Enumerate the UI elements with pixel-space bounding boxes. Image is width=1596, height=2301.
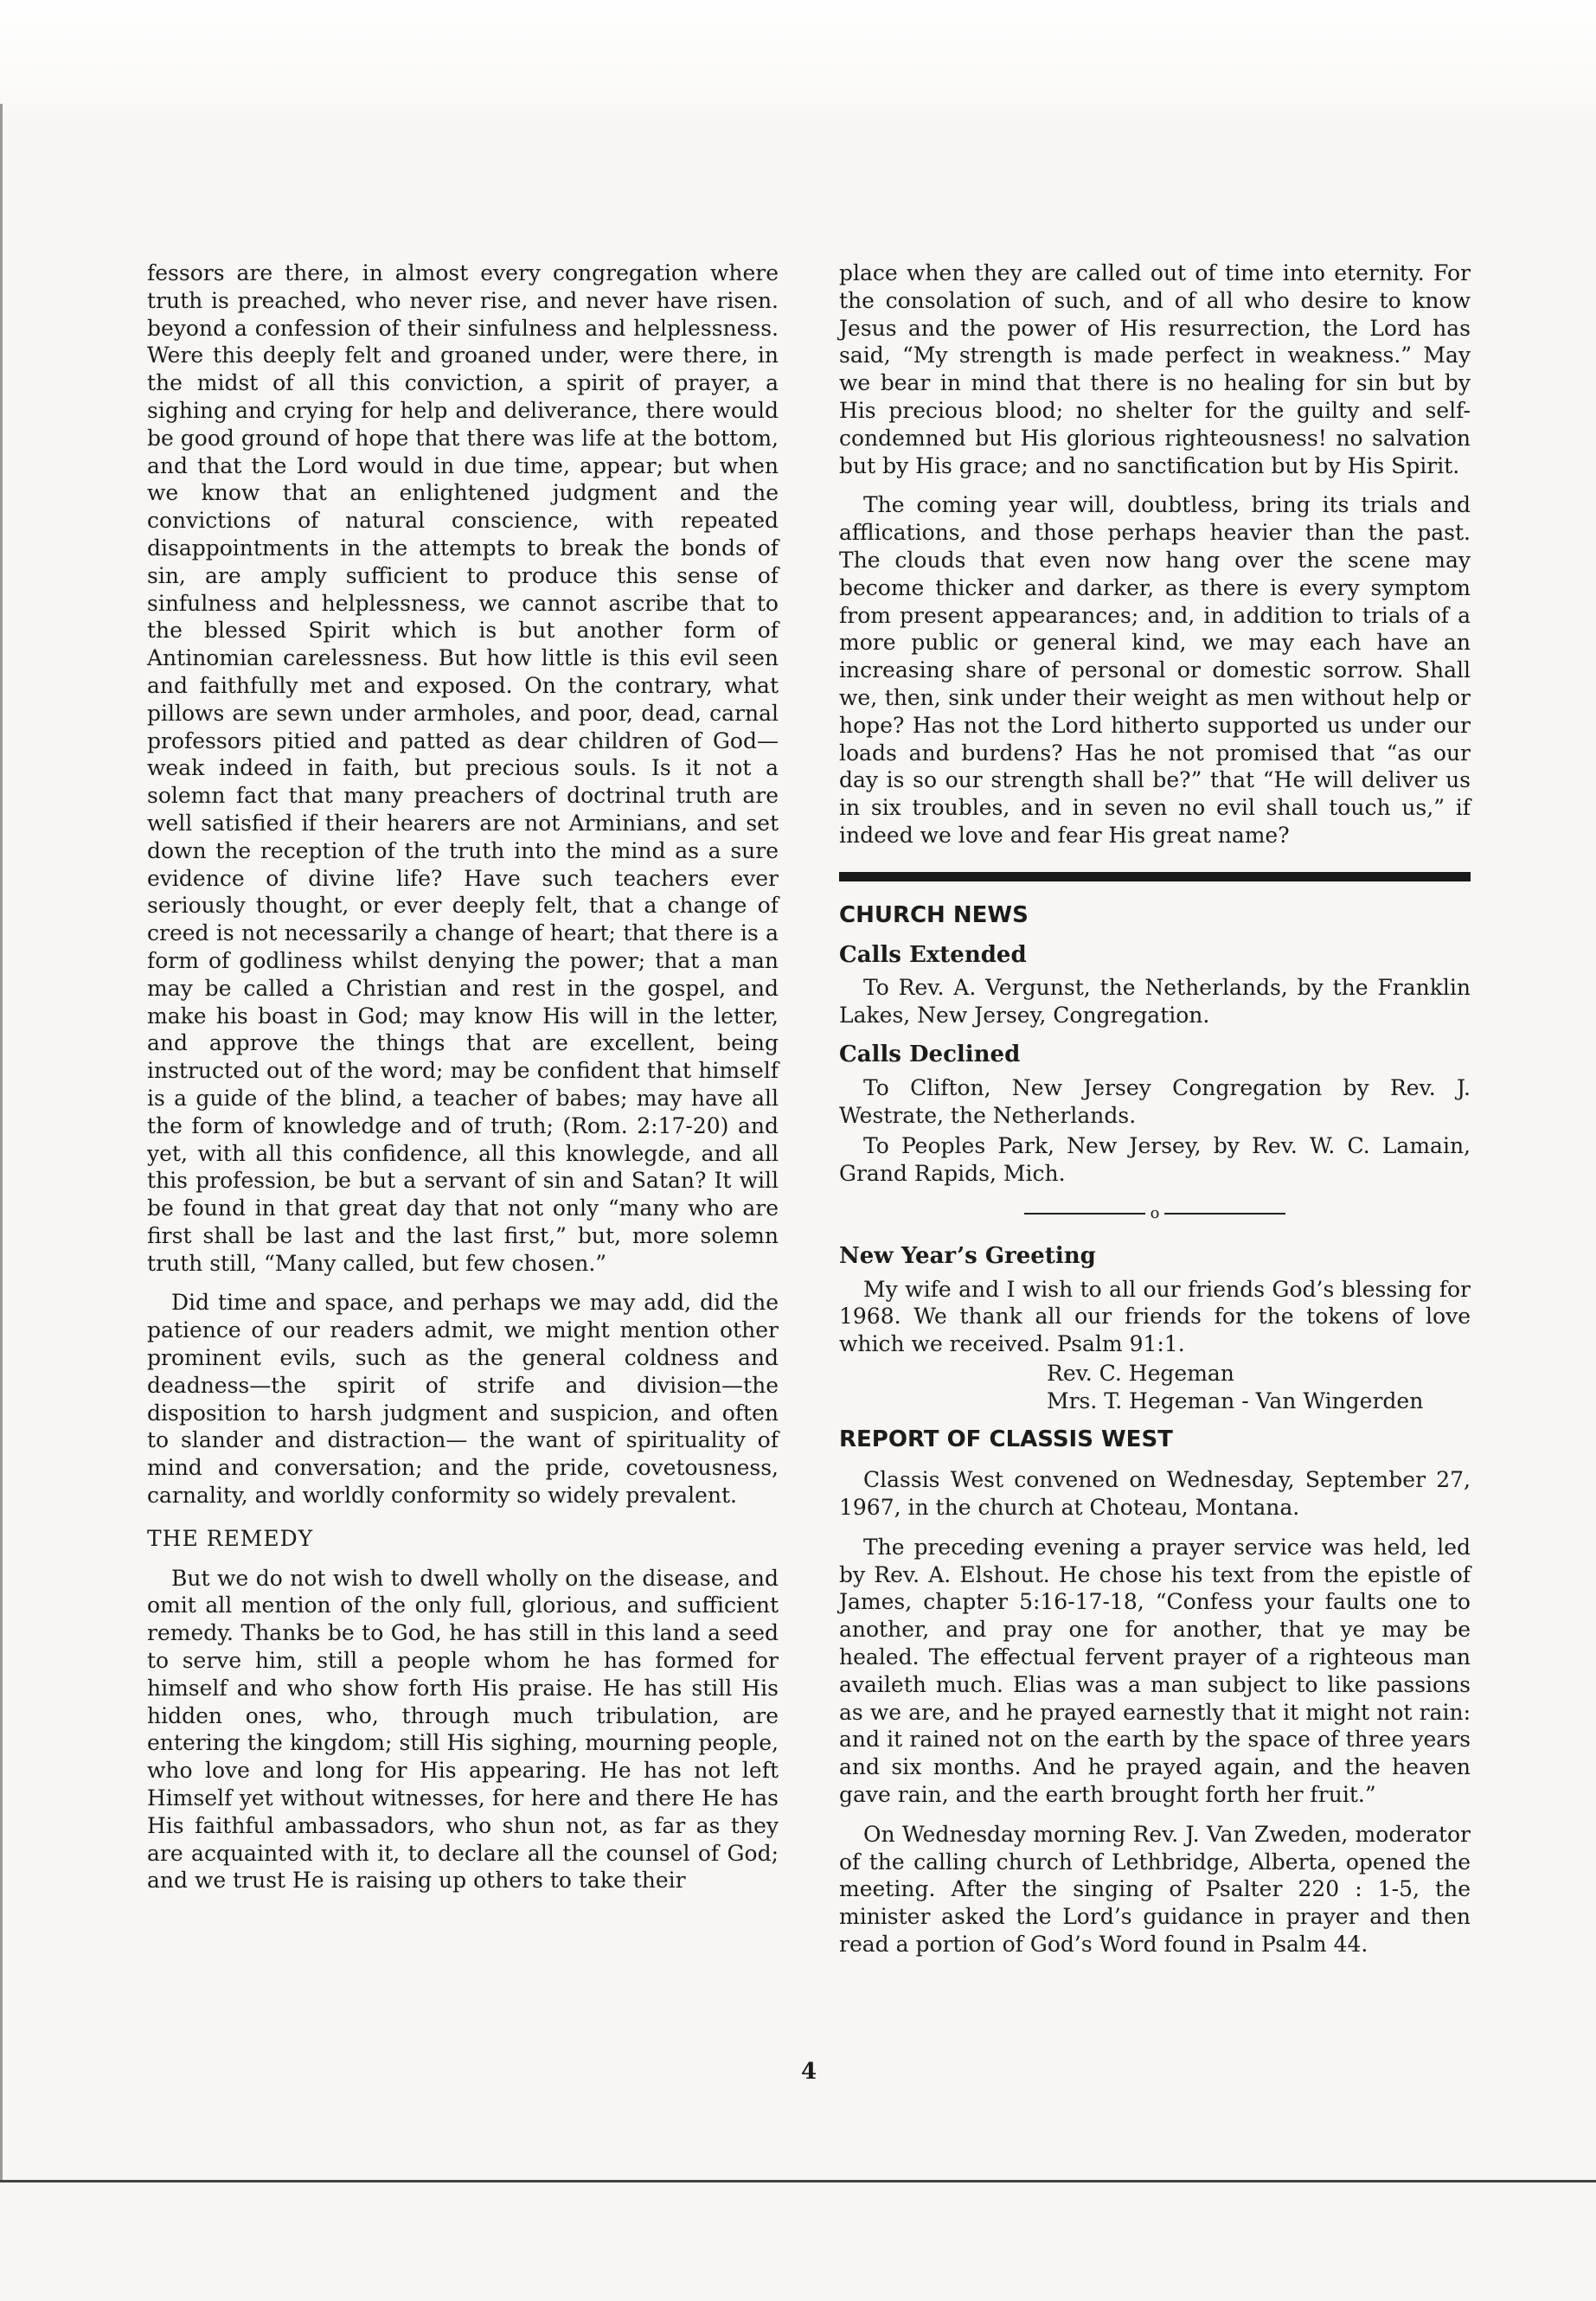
heading-the-remedy: THE REMEDY xyxy=(147,1525,314,1551)
page-bottom-edge xyxy=(0,2180,1596,2182)
divider-line-right xyxy=(1164,1213,1285,1215)
greeting-text: My wife and I wish to all our friends God’s blessing for 1968. We thank all our friends for the tokens of love which we received. Psalm 91:1. xyxy=(839,1276,1471,1357)
divider-line-left xyxy=(1024,1213,1145,1215)
divider-mark: o xyxy=(1150,1203,1160,1222)
greeting-signature-2: Mrs. T. Hegeman - Van Wingerden xyxy=(1047,1388,1424,1413)
calls-extended-text: To Rev. A. Vergunst, the Netherlands, by the Franklin Lakes, New Jersey, Congregation. xyxy=(839,975,1471,1029)
classis-paragraph-3: On Wednesday morning Rev. J. Van Zweden, moderator of the calling church of Lethbridge, Alberta, opened the meeting. After the singing of Psalter 220 : 1-5, the minister asked the Lord’s guidance in prayer and then read a portion of God’s Word found in Psalm 44. xyxy=(839,1821,1471,1958)
classis-paragraph-1: Classis West convened on Wednesday, September 27, 1967, in the church at Choteau, Montana. xyxy=(839,1467,1471,1521)
calls-declined-heading: Calls Declined xyxy=(839,1041,1021,1067)
left-paragraph-1: fessors are there, in almost every congregation where truth is preached, who never rise, and never have risen. beyond a confession of their sinfulness and helplessness. Were this deeply felt and groaned under, were there, in the midst of all this conviction, a spirit of prayer, a sighing and crying for help and deliverance, there would be good ground of hope that there was life at the bottom, and that the Lord would in due time, appear; but when we know that an enlightened judgment and the convictions of natural conscience, with repeated disappointments in the attempts to break the bonds of sin, are amply sufficient to produce this sense of sinfulness and helplessness, we cannot ascribe that to the blessed Spirit which is but another form of Antinomian carelessness. But how little is this evil seen and faithfully met and exposed. On the contrary, what pillows are sewn under armholes, and poor, dead, carnal professors pitied and patted as dear children of God—weak indeed in faith, but precious souls. Is it not a solemn fact that many preachers of doctrinal truth are well satisfied if their hearers are not Arminians, and set down the reception of the truth into the mind as a sure evidence of divine life? Have such teachers ever seriously thought, or ever deeply felt, that a change of creed is not necessarily a change of heart; that there is a form of godliness whilst denying the power; that a man may be called a Christian and rest in the gospel, and make his boast in God; may know His will in the letter, and approve the things that are excellent, being instructed out of the word; may be confident that himself is a guide of the blind, a teacher of babes; may have all the form of knowledge and of truth; (Rom. 2:17-20) and yet, with all this confidence, all this knowlegde, and all this profession, be but a servant of sin and Satan? It will be found in that great day that not only “many who are first shall be last and the last first,” but, more solemn truth still, “Many called, but few chosen.” xyxy=(147,260,779,1276)
greeting-heading: New Year’s Greeting xyxy=(839,1242,1096,1269)
right-paragraph-2: The coming year will, doubtless, bring its trials and afflications, and those perhaps heavier than the past. The clouds that even now hang over the scene may become thicker and darker, as there is every symptom from present appearances; and, in addition to trials of a more public or general kind, we may each have an increasing share of personal or domestic sorrow. Shall we, then, sink under their weight as men without help or hope? Has not the Lord hitherto supported us under our loads and burdens? Has he not promised that “as our day is so our strength shall be?” that “He will deliver us in six troubles, and in seven no evil shall touch us,” if indeed we love and fear His great name? xyxy=(839,492,1471,848)
church-news-title: CHURCH NEWS xyxy=(839,901,1029,928)
classis-report-title: REPORT OF CLASSIS WEST xyxy=(839,1426,1173,1453)
right-column xyxy=(839,260,1471,1971)
calls-declined-text-2: To Peoples Park, New Jersey, by Rev. W. C. Lamain, Grand Rapids, Mich. xyxy=(839,1133,1471,1187)
page-top-margin xyxy=(0,0,1596,112)
calls-extended-heading: Calls Extended xyxy=(839,941,1027,968)
news-divider xyxy=(839,1200,1471,1227)
left-paragraph-2: Did time and space, and perhaps we may add, did the patience of our readers admit, we might mention other prominent evils, such as the general coldness and deadness—the spirit of strife and division—the disposition to harsh judgment and suspicion, and often to slander and distraction— the want of spirituality of mind and conversation; and the pride, covetousness, carnality, and worldly conformity so widely prevalent. xyxy=(147,1290,779,1509)
left-paragraph-3: But we do not wish to dwell wholly on the disease, and omit all mention of the only full, glorious, and sufficient remedy. Thanks be to God, he has still in this land a seed to serve him, still a people whom he has formed for himself and who show forth His praise. He has still His hidden ones, who, through much tribulation, are entering the kingdom; still His sighing, mourning people, who love and long for His appearing. He has not left Himself yet without witnesses, for here and there He has His faithful ambassadors, who shun not, as far as they are acquainted with it, to declare all the counsel of God; and we trust He is raising up others to take their xyxy=(147,1565,779,1894)
classis-paragraph-2: The preceding evening a prayer service was held, led by Rev. A. Elshout. He chose his text from the epistle of James, chapter 5:16-17-18, “Confess your faults one to another, and pray one for another, that ye may be healed. The effectual fervent prayer of a righteous man availeth much. Elias was a man subject to like passions as we are, and he prayed earnestly that it might not rain: and it rained not on the earth by the space of three years and six months. And he prayed again, and the heaven gave rain, and the earth brought forth her fruit.” xyxy=(839,1534,1471,1808)
left-column xyxy=(147,260,779,1907)
page-left-edge xyxy=(0,104,3,2180)
section-rule xyxy=(839,872,1471,881)
greeting-signature-1: Rev. C. Hegeman xyxy=(1047,1360,1234,1386)
right-paragraph-1: place when they are called out of time into eternity. For the consolation of such, and of all who desire to know Jesus and the power of His resurrection, the Lord has said, “My strength is made perfect in weakness.” May we bear in mind that there is no healing for sin but by His precious blood; no shelter for the guilty and self-condemned but His glorious righteousness! no salvation but by His grace; and no sanctification but by His Spirit. xyxy=(839,260,1471,478)
calls-declined-text-1: To Clifton, New Jersey Congregation by Rev. J. Westrate, the Netherlands. xyxy=(839,1074,1471,1128)
page-number: 4 xyxy=(800,2059,817,2085)
